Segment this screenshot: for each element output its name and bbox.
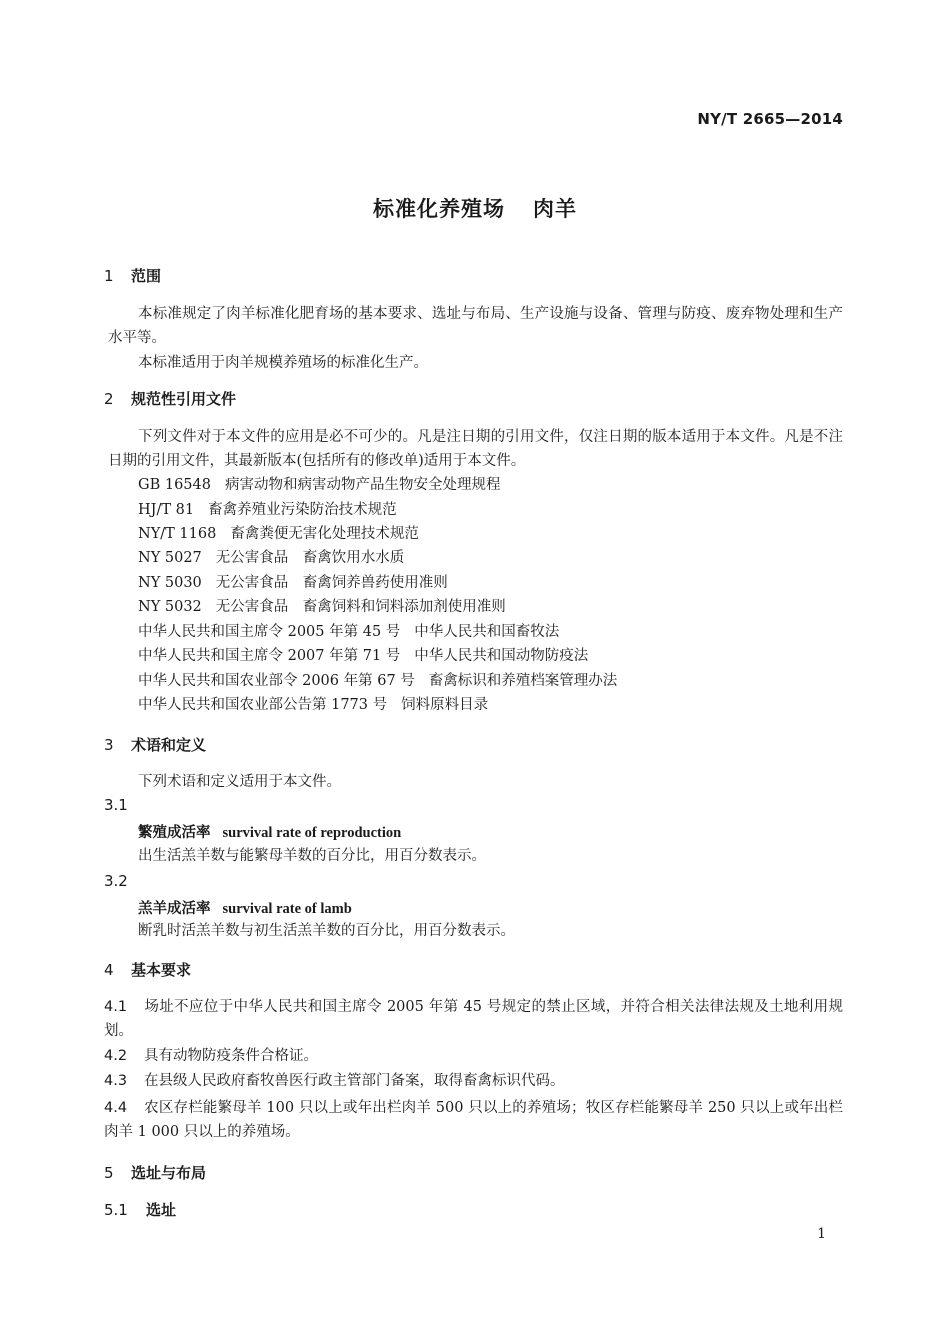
title-sub: 肉羊 [533, 197, 577, 221]
term-3-1-number: 3.1 [104, 796, 128, 814]
title-main: 标准化养殖场 [373, 197, 505, 221]
document-code: NY/T 2665—2014 [697, 110, 843, 128]
clause-4-2: 4.2 具有动物防疫条件合格证。 [104, 1048, 318, 1064]
section-2-heading: 2 规范性引用文件 [104, 390, 237, 408]
section-5-heading: 5 选址与布局 [104, 1164, 207, 1182]
section-3-paragraph-1: 下列术语和定义适用于本文件。 [138, 774, 341, 790]
term-3-1-definition: 出生活羔羊数与能繁母羊数的百分比，用百分数表示。 [138, 848, 486, 864]
reference-item: 中华人民共和国主席令 2005 年第 45 号 中华人民共和国畜牧法 [138, 624, 560, 640]
section-1-paragraph-1: 本标准规定了肉羊标准化肥育场的基本要求、选址与布局、生产设施与设备、管理与防疫、废弃物处理和生产水平等。 [108, 306, 843, 346]
term-3-1-name: 繁殖成活率 survival rate of reproduction [138, 824, 402, 841]
section-2-paragraph-1: 下列文件对于本文件的应用是必不可少的。凡是注日期的引用文件，仅注日期的版本适用于本文件。凡是不注日期的引用文件，其最新版本(包括所有的修改单)适用于本文件。 [108, 429, 843, 469]
clause-4-1: 4.1 场址不应位于中华人民共和国主席令 2005 年第 45 号规定的禁止区域，并符合相关法律法规及土地利用规划。 [104, 999, 843, 1039]
term-3-2-definition: 断乳时活羔羊数与初生活羔羊数的百分比，用百分数表示。 [138, 923, 515, 939]
reference-item: NY/T 1168 畜禽粪便无害化处理技术规范 [138, 526, 419, 542]
reference-item: GB 16548 病害动物和病害动物产品生物安全处理规程 [138, 477, 501, 493]
reference-item: 中华人民共和国主席令 2007 年第 71 号 中华人民共和国动物防疫法 [138, 648, 589, 664]
page-title [0, 193, 950, 223]
reference-item: NY 5027 无公害食品 畜禽饮用水水质 [138, 550, 405, 566]
section-1-heading: 1 范围 [104, 267, 162, 285]
section-5-1-heading: 5.1 选址 [104, 1201, 177, 1219]
clause-4-4: 4.4 农区存栏能繁母羊 100 只以上或年出栏肉羊 500 只以上的养殖场；牧区存栏能繁母羊 250 只以上或年出栏肉羊 1 000 只以上的养殖场。 [104, 1100, 843, 1140]
section-4-heading: 4 基本要求 [104, 961, 192, 979]
clause-4-3: 4.3 在县级人民政府畜牧兽医行政主管部门备案，取得畜禽标识代码。 [104, 1073, 565, 1089]
term-3-2-name: 羔羊成活率 survival rate of lamb [138, 900, 352, 917]
reference-item: NY 5032 无公害食品 畜禽饲料和饲料添加剂使用准则 [138, 599, 506, 615]
page-number: 1 [817, 1226, 826, 1242]
reference-item: 中华人民共和国农业部公告第 1773 号 饲料原料目录 [138, 697, 489, 713]
section-1-paragraph-2: 本标准适用于肉羊规模养殖场的标准化生产。 [138, 355, 428, 371]
reference-item: NY 5030 无公害食品 畜禽饲养兽药使用准则 [138, 575, 448, 591]
reference-item: HJ/T 81 畜禽养殖业污染防治技术规范 [138, 502, 397, 518]
reference-item: 中华人民共和国农业部令 2006 年第 67 号 畜禽标识和养殖档案管理办法 [138, 673, 618, 689]
term-3-2-number: 3.2 [104, 872, 128, 890]
section-3-heading: 3 术语和定义 [104, 736, 207, 754]
